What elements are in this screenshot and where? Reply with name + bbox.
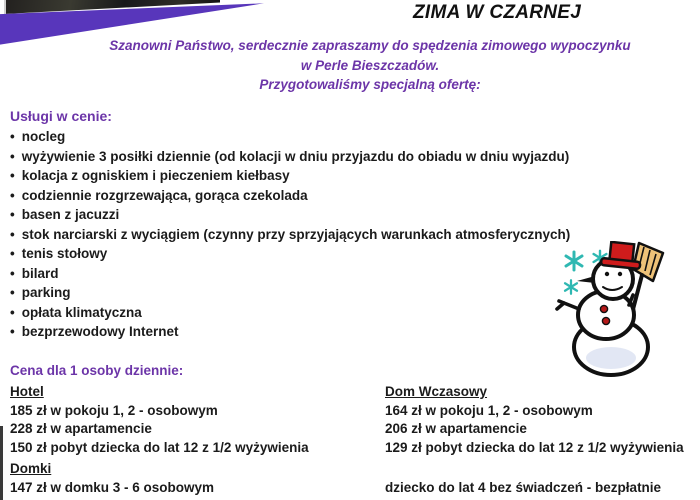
hotel-price-line: 150 zł pobyt dziecka do lat 12 z 1/2 wyżywienia bbox=[10, 439, 309, 455]
service-item: • wyżywienie 3 posiłki dziennie (od kolacji w dniu przyjazdu do obiadu w dniu wyjazdu) bbox=[10, 147, 570, 167]
dom-wczasowy-price-line: 206 zł w apartamencie bbox=[385, 421, 527, 437]
dom-wczasowy-price-line: 164 zł w pokoju 1, 2 - osobowym bbox=[385, 402, 593, 418]
services-heading: Usługi w cenie: bbox=[10, 108, 112, 124]
service-item: • kolacja z ogniskiem i pieczeniem kiełbasy bbox=[10, 166, 570, 186]
hotel-title: Hotel bbox=[10, 384, 44, 399]
service-item: • bezprzewodowy Internet bbox=[10, 322, 570, 342]
intro-line-3: Przygotowaliśmy specjalną ofertę: bbox=[259, 77, 481, 92]
service-item: • codziennie rozgrzewająca, gorąca czekolada bbox=[10, 186, 570, 206]
hotel-price-line: 228 zł w apartamencie bbox=[10, 421, 152, 437]
service-item: • opłata klimatyczna bbox=[10, 303, 570, 323]
pricing-free-child-note: dziecko do lat 4 bez świadczeń - bezpłatnie bbox=[385, 480, 662, 495]
nose bbox=[577, 276, 595, 283]
service-item: • bilard bbox=[10, 264, 570, 284]
service-item: • stok narciarski z wyciągiem (czynny przy sprzyjających warunkach atmosferycznych) bbox=[10, 225, 570, 245]
intro-line-1: Szanowni Państwo, serdecznie zapraszamy do spędzenia zimowego wypoczynku bbox=[109, 38, 631, 53]
broom bbox=[631, 243, 663, 317]
services-list bbox=[10, 127, 570, 342]
service-item: • basen z jacuzzi bbox=[10, 205, 570, 225]
dom-wczasowy-price-line: 129 zł pobyt dziecka do lat 12 z 1/2 wyżywienia bbox=[385, 439, 684, 455]
intro-text bbox=[30, 36, 700, 95]
service-item: • parking bbox=[10, 283, 570, 303]
pricing-heading: Cena dla 1 osoby dziennie: bbox=[10, 363, 184, 378]
domki-title: Domki bbox=[10, 461, 52, 476]
snowman-image bbox=[549, 241, 669, 377]
pricing-hotel-section bbox=[10, 383, 309, 457]
left-edge-border bbox=[0, 426, 3, 500]
dom-wczasowy-title: Dom Wczasowy bbox=[385, 384, 488, 399]
pricing-dom-wczasowy-section bbox=[385, 383, 684, 457]
pricing-domki-section bbox=[10, 460, 214, 497]
service-item: • tenis stołowy bbox=[10, 244, 570, 264]
domki-price-line: 147 zł w domku 3 - 6 osobowym bbox=[10, 479, 215, 495]
service-item: • nocleg bbox=[10, 127, 570, 147]
intro-line-2: w Perle Bieszczadów. bbox=[300, 57, 440, 73]
snowman-svg bbox=[549, 241, 669, 377]
page-title: ZIMA W CZARNEJ bbox=[413, 2, 582, 23]
hotel-price-line: 185 zł w pokoju 1, 2 - osobowym bbox=[10, 402, 218, 418]
